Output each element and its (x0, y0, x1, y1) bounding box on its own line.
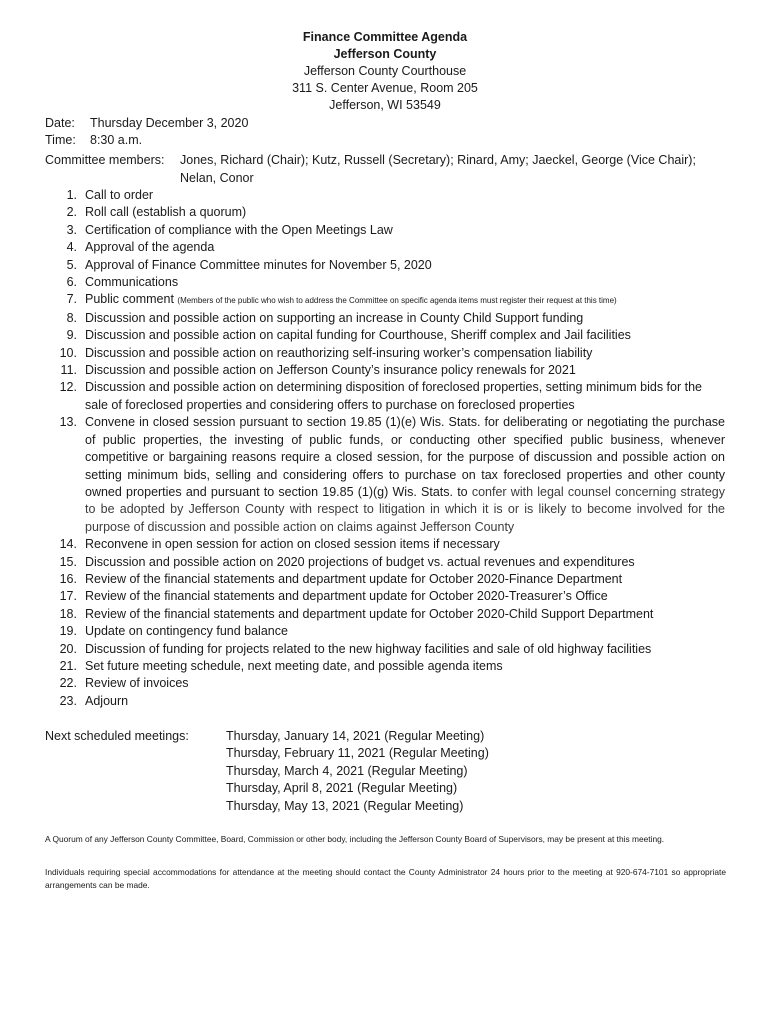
next-meetings-label: Next scheduled meetings: (45, 729, 189, 743)
agenda-item-text-wrap (85, 414, 725, 536)
agenda-item-text: Roll call (establish a quorum) (85, 205, 247, 220)
meeting-location: Jefferson County Courthouse (303, 64, 467, 78)
agenda-item-text: Reconvene in open session for action on closed session items if necessary (85, 537, 500, 552)
closed-session-legal-text: confer with legal counsel concerning strategy to be adopted by Jefferson County with respect to litigation in which it is or is likely to become involved for the purpose of discussion and possible action on claims against Jefferson County (85, 484, 725, 534)
next-meeting-date: Thursday, February 11, 2021 (Regular Meeting) (226, 746, 489, 761)
agenda-item-number: 5. (66, 257, 77, 272)
agenda-item-number: 17. (59, 589, 77, 604)
agenda-item-number: 14. (59, 537, 77, 552)
agenda-item (45, 693, 725, 710)
agenda-item (45, 588, 725, 605)
agenda-item-number: 9. (66, 328, 77, 343)
public-comment-note: (Members of the public who wish to address the Committee on specific agenda items must register their request at this time) (177, 296, 617, 306)
agenda-item-text: Approval of the agenda (85, 240, 215, 255)
agenda-header (0, 29, 770, 114)
agenda-item-text: Certification of compliance with the Open Meetings Law (85, 222, 393, 237)
agenda-item (45, 414, 725, 536)
agenda-item-text: Public comment (85, 292, 178, 307)
agenda-item-number: 12. (59, 380, 77, 395)
agenda-item (45, 222, 725, 239)
accommodation-note: Individuals requiring special accommodations for attendance at the meeting should contact the County Administrator 24 hours prior to the meeting at 920-674-7101 so appropriate arrangements can be made. (45, 867, 726, 890)
agenda-item-text: Call to order (85, 188, 154, 202)
agenda-item-text: Discussion and possible action on capital funding for Courthouse, Sheriff complex and Jail facilities (85, 328, 631, 343)
meeting-time-row (45, 132, 142, 149)
agenda-item (45, 274, 725, 291)
quorum-note: A Quorum of any Jefferson County Committee, Board, Commission or other body, including the Jefferson County Board of Supervisors, may be present at this meeting. (45, 834, 665, 844)
agenda-item (45, 362, 725, 379)
time-value: 8:30 a.m. (90, 133, 143, 147)
agenda-item-number: 23. (59, 693, 77, 708)
meeting-address: 311 S. Center Avenue, Room 205 (292, 81, 478, 95)
next-meeting-date: Thursday, March 4, 2021 (Regular Meeting) (226, 763, 468, 778)
agenda-item (45, 327, 725, 344)
committee-members (45, 152, 735, 187)
agenda-item (45, 658, 725, 675)
agenda-item-text: Review of the financial statements and department update for October 2020-Treasurer’s Office (85, 589, 608, 604)
agenda-item-text: Discussion and possible action on reauthorizing self-insuring worker’s compensation liability (85, 345, 593, 360)
agenda-item (45, 623, 725, 640)
agenda-item-number: 16. (59, 571, 77, 586)
next-meetings (45, 728, 735, 815)
agenda-item (45, 675, 725, 692)
agenda-item (45, 291, 725, 309)
agenda-item-number: 2. (66, 205, 77, 220)
agenda-item-number: 22. (59, 676, 77, 691)
agenda-item-number: 6. (66, 275, 77, 290)
agenda-item-number: 21. (59, 658, 77, 673)
agenda-item-number: 4. (66, 240, 77, 255)
agenda-item-text: Review of invoices (85, 676, 189, 691)
members-label: Committee members: (45, 153, 165, 167)
meeting-date-row (45, 115, 248, 132)
agenda-item-text: Review of the financial statements and department update for October 2020-Child Support Department (85, 606, 654, 621)
agenda-item-text: Discussion of funding for projects related to the new highway facilities and sale of old highway facilities (85, 641, 652, 656)
county-name: Jefferson County (333, 47, 437, 61)
meeting-city: Jefferson, WI 53549 (329, 98, 441, 112)
agenda-item-text: Convene in closed session pursuant to section 19.85 (1)(e) Wis. Stats. for deliberating or negotiating the purchase of public properties, the investing of public funds, or conducting other specified public business, whenever competitive or bargaining reasons require a closed session, for the purpose of discussion and possible action on setting minimum bids, selling and considering offers to purchase on tax foreclosed properties and other county owned properties and pursuant to section 19.85 (1)(g) Wis. Stats. to (85, 415, 725, 499)
agenda-item-text: Review of the financial statements and department update for October 2020-Finance Department (85, 571, 623, 586)
agenda-item-number: 1. (66, 188, 77, 202)
agenda-item (45, 379, 725, 414)
agenda-item-number: 8. (66, 310, 77, 325)
agenda-item-text-wrap (85, 291, 725, 309)
agenda-item-number: 11. (60, 363, 77, 378)
agenda-item-number: 10. (59, 345, 77, 360)
agenda-item (45, 239, 725, 256)
agenda-item-number: 7. (66, 292, 77, 307)
agenda-item (45, 310, 725, 327)
agenda-list (45, 187, 725, 710)
members-value: Jones, Richard (Chair); Kutz, Russell (Secretary); Rinard, Amy; Jaeckel, George (Vice Chair); Nelan, Conor (180, 153, 696, 185)
agenda-item-number: 13. (59, 415, 77, 430)
agenda-item-number: 19. (59, 624, 77, 639)
next-meeting-date: Thursday, April 8, 2021 (Regular Meeting) (226, 781, 458, 796)
next-meeting-date: Thursday, May 13, 2021 (Regular Meeting) (226, 798, 464, 813)
next-meetings-list (226, 728, 735, 815)
agenda-item-text: Approval of Finance Committee minutes for November 5, 2020 (85, 257, 432, 272)
agenda-item (45, 641, 725, 658)
agenda-item-text: Discussion and possible action on 2020 projections of budget vs. actual revenues and expenditures (85, 554, 635, 569)
agenda-item-text: Discussion and possible action on supporting an increase in County Child Support funding (85, 310, 584, 325)
agenda-item-text: Discussion and possible action on Jefferson County’s insurance policy renewals for 2021 (85, 363, 576, 378)
agenda-item-number: 15. (59, 554, 77, 569)
agenda-item-text: Adjourn (85, 693, 129, 708)
agenda-item-text: Communications (85, 275, 179, 290)
agenda-item-number: 20. (59, 641, 77, 656)
agenda-item (45, 187, 725, 204)
agenda-title: Finance Committee Agenda (302, 30, 468, 44)
agenda-item (45, 606, 725, 623)
agenda-item (45, 204, 725, 221)
agenda-item (45, 345, 725, 362)
agenda-item (45, 536, 725, 553)
agenda-item (45, 554, 725, 571)
date-value: Thursday December 3, 2020 (90, 116, 249, 130)
agenda-item-number: 18. (59, 606, 77, 621)
agenda-item-text: Discussion and possible action on determining disposition of foreclosed properties, setting minimum bids for the sale of foreclosed properties and considering offers to purchase on foreclosed properties (85, 380, 702, 412)
time-label: Time: (45, 133, 76, 147)
agenda-item-number: 3. (66, 222, 77, 237)
agenda-item (45, 571, 725, 588)
next-meeting-date: Thursday, January 14, 2021 (Regular Meeting) (226, 729, 485, 743)
agenda-item (45, 257, 725, 274)
agenda-item-text: Update on contingency fund balance (85, 624, 288, 639)
agenda-item-text: Set future meeting schedule, next meeting date, and possible agenda items (85, 658, 503, 673)
date-label: Date: (45, 116, 75, 130)
